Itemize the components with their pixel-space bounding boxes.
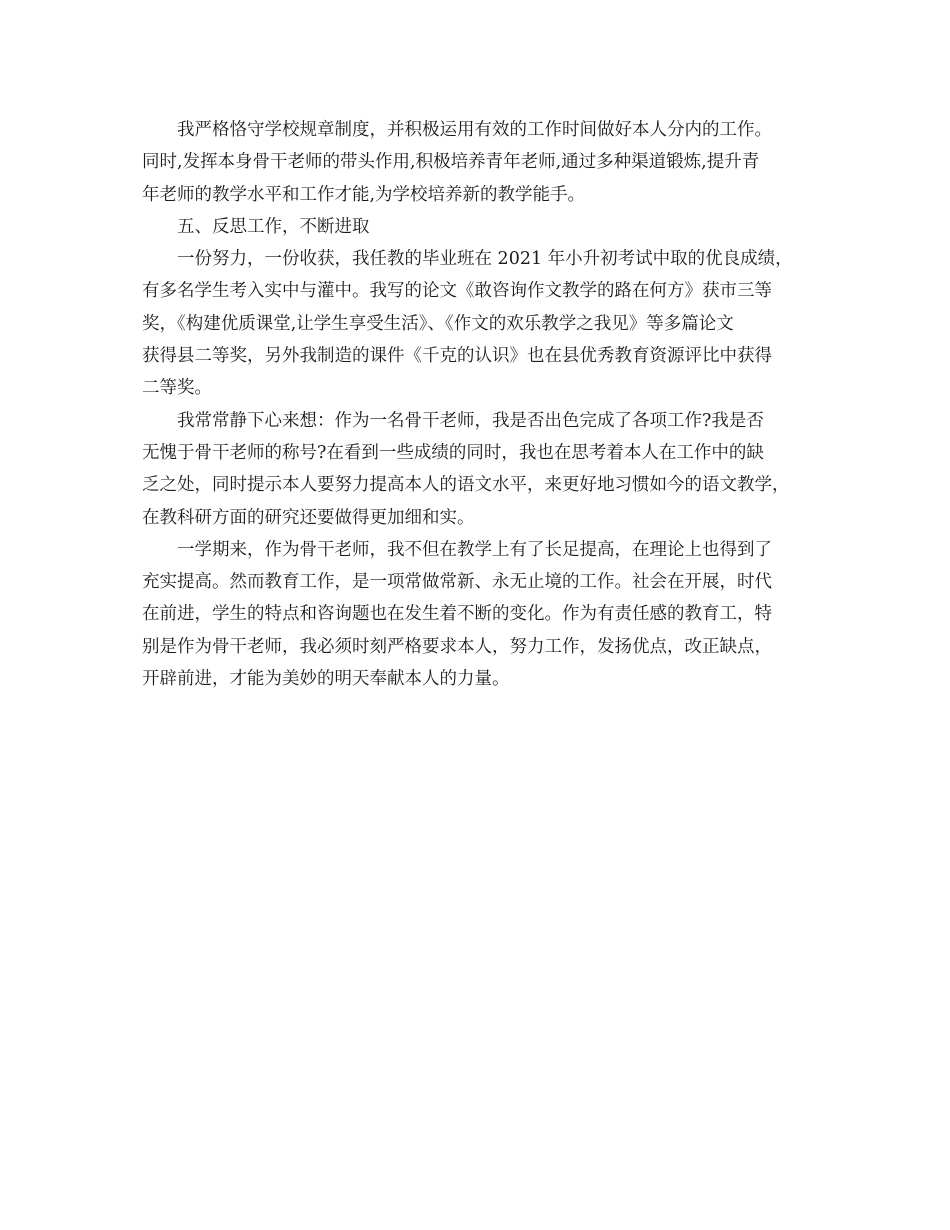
- document-body: [142, 114, 810, 695]
- paragraph-teaching-duties: 我严格恪守学校规章制度，并积极运用有效的工作时间做好本人分内的工作。 同时,发挥本身骨干老师的带头作用,积极培养青年老师,通过多种渠道锻炼,提升青 年老师的教学水平和工作才能,为学校培养新的教学能手。: [142, 120, 772, 205]
- paragraph-self-reflection: 我常常静下心来想：作为一名骨干老师，我是否出色完成了各项工作?我是否 无愧于骨干老师的称号?在看到一些成绩的同时，我也在思考着本人在工作中的缺 乏之处，同时提示本人要努力提高本人的语文水平，来更好地习惯如今的语文教学， 在教科研方面的研究还要做得更加细和实。: [142, 410, 790, 528]
- section-heading-reflection: 五、反思工作，不断进取: [177, 216, 370, 237]
- paragraph-conclusion: 一学期来，作为骨干老师，我不但在教学上有了长足提高，在理论上也得到了 充实提高。然而教育工作，是一项常做常新、永无止境的工作。社会在开展，时代 在前进，学生的特点和咨询题也在发生着不断的变化。作为有责任感的教育工，特 别是作为骨干老师，我必须时刻严格要求本人，努力工作，发扬优点，改正缺点， 开辟前进，才能为美妙的明天奉献本人的力量。: [142, 539, 772, 690]
- paragraph-achievements: 一份努力，一份收获，我任教的毕业班在 2021 年小升初考试中取的优良成绩， 有多名学生考入实中与灌中。我写的论文《敢咨询作文教学的路在何方》获市三等 奖，《构建优质课堂,让学生享受生活》、《作文的欢乐教学之我见》等多篇论文 获得县二等奖，另外我制造的课件《千克的认识》也在县优秀教育资源评比中获得 二等奖。: [142, 249, 793, 399]
